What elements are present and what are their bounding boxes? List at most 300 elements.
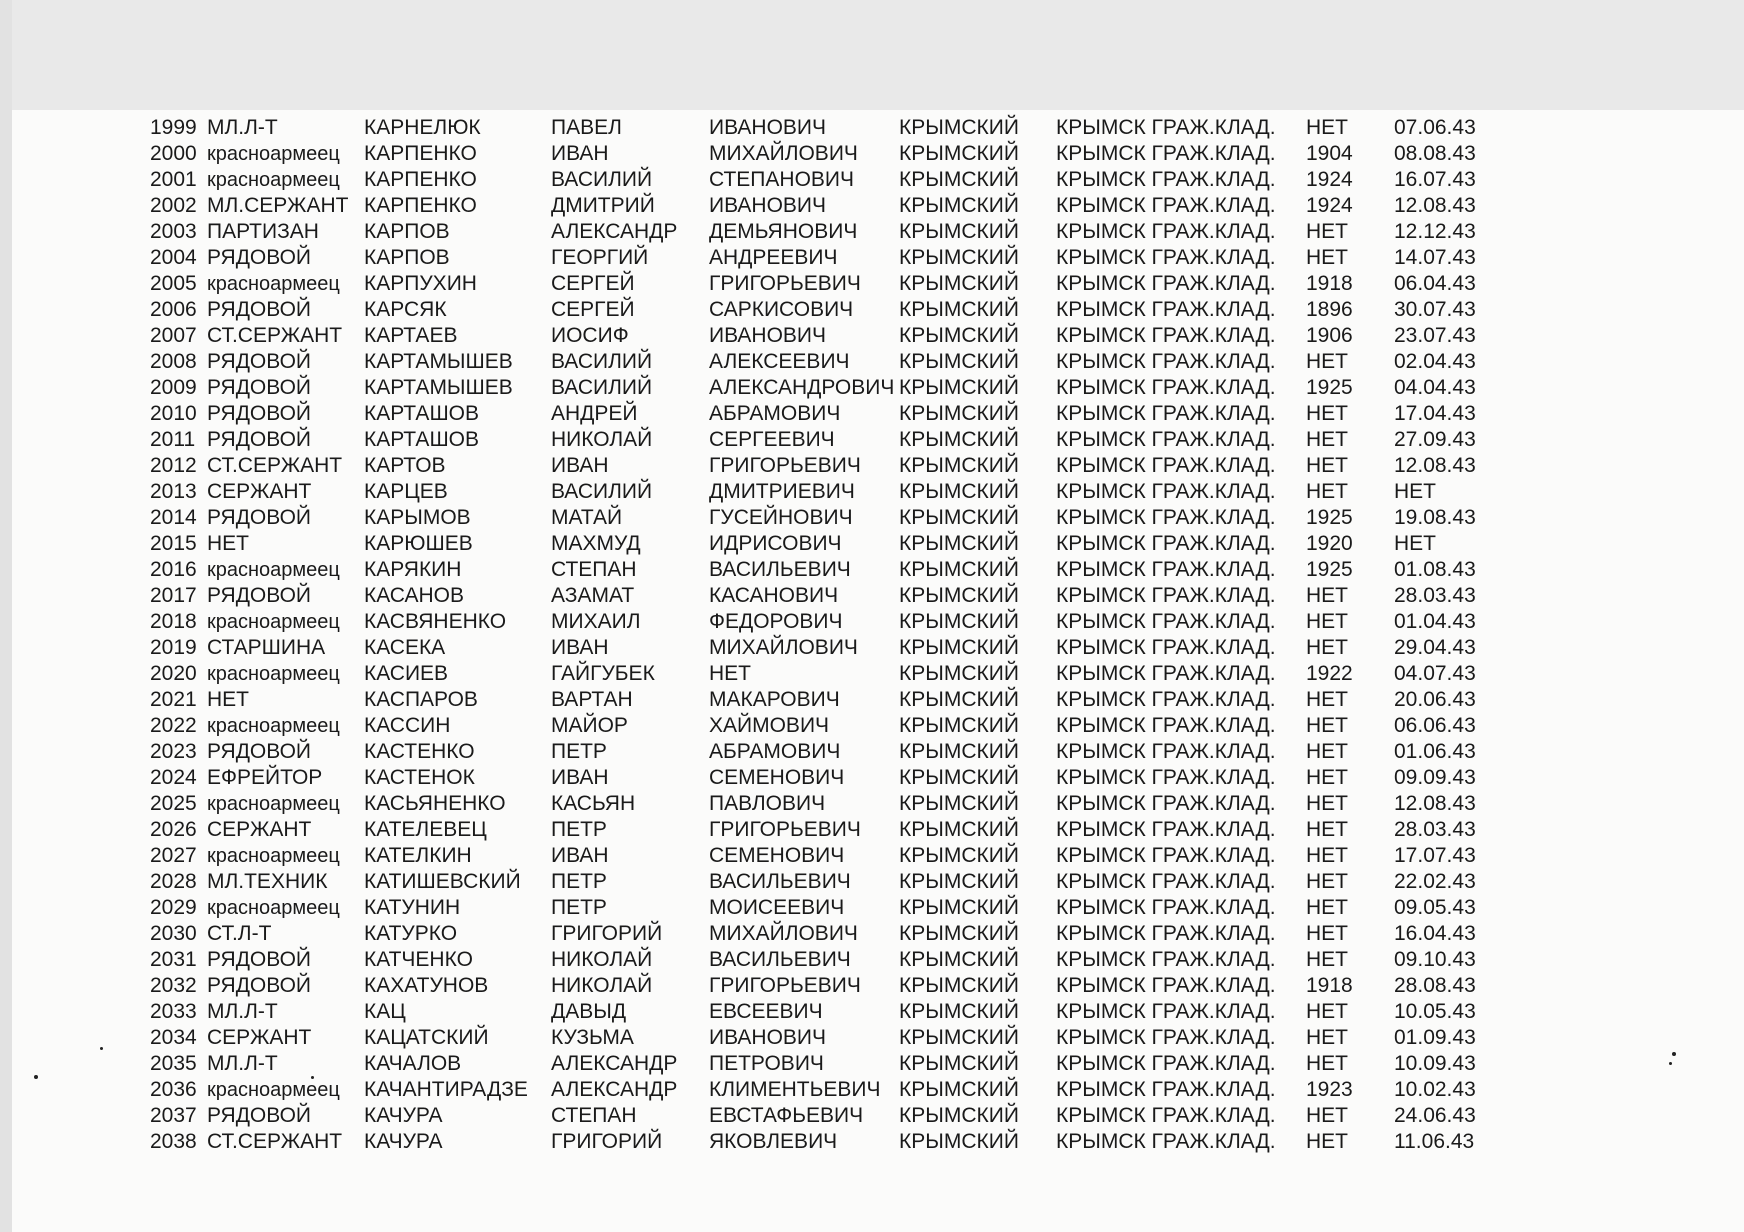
birth-year: НЕТ	[1306, 1130, 1348, 1153]
birth-year: НЕТ	[1306, 688, 1348, 711]
table-row	[150, 1129, 1490, 1155]
table-row	[150, 791, 1490, 817]
table-row	[150, 1103, 1490, 1129]
patronymic: ПЕТРОВИЧ	[709, 1052, 824, 1075]
patronymic: ФЕДОРОВИЧ	[709, 610, 843, 633]
record-number: 2022	[150, 714, 197, 737]
last-name: КАРТОВ	[364, 454, 446, 477]
table-row	[150, 323, 1490, 349]
patronymic: ДЕМЬЯНОВИЧ	[709, 220, 858, 243]
burial-place: КРЫМСК ГРАЖ.КЛАД.	[1056, 116, 1276, 139]
death-date: 12.12.43	[1394, 220, 1476, 243]
record-number: 2018	[150, 610, 197, 633]
rank: красноармеец	[207, 663, 340, 685]
death-date: 09.05.43	[1394, 896, 1476, 919]
death-date: 06.06.43	[1394, 714, 1476, 737]
birth-year: НЕТ	[1306, 610, 1348, 633]
record-number: 2016	[150, 558, 197, 581]
district: КРЫМСКИЙ	[899, 922, 1019, 945]
last-name: КАРПОВ	[364, 220, 450, 243]
burial-place: КРЫМСК ГРАЖ.КЛАД.	[1056, 1000, 1276, 1023]
birth-year: НЕТ	[1306, 220, 1348, 243]
district: КРЫМСКИЙ	[899, 402, 1019, 425]
death-date: НЕТ	[1394, 532, 1436, 555]
district: КРЫМСКИЙ	[899, 1130, 1019, 1153]
table-row	[150, 271, 1490, 297]
district: КРЫМСКИЙ	[899, 948, 1019, 971]
patronymic: АНДРЕЕВИЧ	[709, 246, 838, 269]
burial-place: КРЫМСК ГРАЖ.КЛАД.	[1056, 142, 1276, 165]
record-number: 2004	[150, 246, 197, 269]
last-name: КАРЯКИН	[364, 558, 462, 581]
death-date: 17.07.43	[1394, 844, 1476, 867]
patronymic: ДМИТРИЕВИЧ	[709, 480, 855, 503]
district: КРЫМСКИЙ	[899, 662, 1019, 685]
patronymic: ИВАНОВИЧ	[709, 1026, 827, 1049]
district: КРЫМСКИЙ	[899, 1052, 1019, 1075]
last-name: КАССИН	[364, 714, 451, 737]
table-row	[150, 219, 1490, 245]
record-number: 2036	[150, 1078, 197, 1101]
table-row	[150, 583, 1490, 609]
death-date: 01.04.43	[1394, 610, 1476, 633]
first-name: ГАЙГУБЕК	[551, 662, 655, 685]
last-name: КАТУНИН	[364, 896, 461, 919]
patronymic: ГУСЕЙНОВИЧ	[709, 506, 853, 529]
record-number: 2002	[150, 194, 197, 217]
district: КРЫМСКИЙ	[899, 428, 1019, 451]
table-row	[150, 947, 1490, 973]
death-date: 10.02.43	[1394, 1078, 1476, 1101]
birth-year: 1924	[1306, 168, 1353, 191]
rank: РЯДОВОЙ	[207, 740, 312, 763]
patronymic: ИВАНОВИЧ	[709, 116, 827, 139]
table-row	[150, 895, 1490, 921]
table-row	[150, 505, 1490, 531]
last-name: КАСИЕВ	[364, 662, 449, 685]
district: КРЫМСКИЙ	[899, 636, 1019, 659]
death-date: 16.07.43	[1394, 168, 1476, 191]
table-row	[150, 427, 1490, 453]
table-row	[150, 531, 1490, 557]
rank: МЛ.ТЕХНИК	[207, 870, 328, 893]
rank: ПАРТИЗАН	[207, 220, 319, 243]
rank: красноармеец	[207, 559, 340, 581]
first-name: ВАСИЛИЙ	[551, 168, 653, 191]
patronymic: АБРАМОВИЧ	[709, 740, 841, 763]
birth-year: НЕТ	[1306, 636, 1348, 659]
first-name: НИКОЛАЙ	[551, 948, 653, 971]
death-date: 20.06.43	[1394, 688, 1476, 711]
record-number: 2023	[150, 740, 197, 763]
first-name: ПЕТР	[551, 818, 607, 841]
death-date: 12.08.43	[1394, 792, 1476, 815]
record-number: 2000	[150, 142, 197, 165]
death-date: 01.09.43	[1394, 1026, 1476, 1049]
last-name: КАЦАТСКИЙ	[364, 1026, 489, 1049]
patronymic: МИХАЙЛОВИЧ	[709, 636, 858, 659]
death-date: 24.06.43	[1394, 1104, 1476, 1127]
birth-year: 1925	[1306, 506, 1353, 529]
last-name: КАРТАЕВ	[364, 324, 458, 347]
patronymic: МОИСЕЕВИЧ	[709, 896, 845, 919]
district: КРЫМСКИЙ	[899, 1104, 1019, 1127]
first-name: ВАСИЛИЙ	[551, 350, 653, 373]
record-number: 2007	[150, 324, 197, 347]
last-name: КАРПЕНКО	[364, 194, 477, 217]
death-date: 28.03.43	[1394, 818, 1476, 841]
rank: красноармеец	[207, 845, 340, 867]
table-row	[150, 817, 1490, 843]
scan-speck	[1672, 1052, 1676, 1056]
death-date: 19.08.43	[1394, 506, 1476, 529]
burial-place: КРЫМСК ГРАЖ.КЛАД.	[1056, 350, 1276, 373]
table-row	[150, 869, 1490, 895]
rank: РЯДОВОЙ	[207, 1104, 312, 1127]
patronymic: ЯКОВЛЕВИЧ	[709, 1130, 838, 1153]
first-name: АЗАМАТ	[551, 584, 635, 607]
birth-year: НЕТ	[1306, 792, 1348, 815]
district: КРЫМСКИЙ	[899, 870, 1019, 893]
death-date: 01.08.43	[1394, 558, 1476, 581]
death-date: 22.02.43	[1394, 870, 1476, 893]
death-date: 28.03.43	[1394, 584, 1476, 607]
last-name: КАРТАШОВ	[364, 402, 480, 425]
table-row	[150, 141, 1490, 167]
patronymic: МАКАРОВИЧ	[709, 688, 840, 711]
first-name: МАТАЙ	[551, 506, 623, 529]
first-name: АНДРЕЙ	[551, 402, 638, 425]
patronymic: ВАСИЛЬЕВИЧ	[709, 558, 851, 581]
district: КРЫМСКИЙ	[899, 818, 1019, 841]
table-row	[150, 1025, 1490, 1051]
rank: НЕТ	[207, 688, 249, 711]
district: КРЫМСКИЙ	[899, 610, 1019, 633]
patronymic: ИВАНОВИЧ	[709, 324, 827, 347]
record-number: 2012	[150, 454, 197, 477]
first-name: ВАСИЛИЙ	[551, 480, 653, 503]
district: КРЫМСКИЙ	[899, 246, 1019, 269]
death-date: 29.04.43	[1394, 636, 1476, 659]
death-date: 09.09.43	[1394, 766, 1476, 789]
table-row	[150, 479, 1490, 505]
birth-year: 1896	[1306, 298, 1353, 321]
first-name: ИВАН	[551, 454, 609, 477]
last-name: КАТЧЕНКО	[364, 948, 473, 971]
record-number: 2025	[150, 792, 197, 815]
district: КРЫМСКИЙ	[899, 740, 1019, 763]
burial-place: КРЫМСК ГРАЖ.КЛАД.	[1056, 688, 1276, 711]
birth-year: НЕТ	[1306, 714, 1348, 737]
burial-place: КРЫМСК ГРАЖ.КЛАД.	[1056, 1104, 1276, 1127]
rank: красноармеец	[207, 273, 340, 295]
district: КРЫМСКИЙ	[899, 350, 1019, 373]
patronymic: ГРИГОРЬЕВИЧ	[709, 974, 861, 997]
burial-place: КРЫМСК ГРАЖ.КЛАД.	[1056, 844, 1276, 867]
district: КРЫМСКИЙ	[899, 324, 1019, 347]
burial-place: КРЫМСК ГРАЖ.КЛАД.	[1056, 1026, 1276, 1049]
patronymic: ВАСИЛЬЕВИЧ	[709, 870, 851, 893]
first-name: ПЕТР	[551, 740, 607, 763]
record-number: 2028	[150, 870, 197, 893]
district: КРЫМСКИЙ	[899, 194, 1019, 217]
patronymic: ИДРИСОВИЧ	[709, 532, 842, 555]
death-date: 12.08.43	[1394, 194, 1476, 217]
burial-place: КРЫМСК ГРАЖ.КЛАД.	[1056, 402, 1276, 425]
district: КРЫМСКИЙ	[899, 844, 1019, 867]
burial-place: КРЫМСК ГРАЖ.КЛАД.	[1056, 636, 1276, 659]
burial-place: КРЫМСК ГРАЖ.КЛАД.	[1056, 194, 1276, 217]
burial-place: КРЫМСК ГРАЖ.КЛАД.	[1056, 792, 1276, 815]
birth-year: НЕТ	[1306, 740, 1348, 763]
record-number: 2038	[150, 1130, 197, 1153]
record-number: 2026	[150, 818, 197, 841]
district: КРЫМСКИЙ	[899, 116, 1019, 139]
burial-place: КРЫМСК ГРАЖ.КЛАД.	[1056, 272, 1276, 295]
district: КРЫМСКИЙ	[899, 532, 1019, 555]
record-number: 2006	[150, 298, 197, 321]
birth-year: НЕТ	[1306, 350, 1348, 373]
patronymic: СЕРГЕЕВИЧ	[709, 428, 835, 451]
birth-year: 1922	[1306, 662, 1353, 685]
patronymic: АЛЕКСЕЕВИЧ	[709, 350, 850, 373]
rank: красноармеец	[207, 169, 340, 191]
death-date: 08.08.43	[1394, 142, 1476, 165]
table-row	[150, 115, 1490, 141]
first-name: ГРИГОРИЙ	[551, 1130, 663, 1153]
burial-place: КРЫМСК ГРАЖ.КЛАД.	[1056, 376, 1276, 399]
birth-year: НЕТ	[1306, 1104, 1348, 1127]
first-name: КАСЬЯН	[551, 792, 636, 815]
rank: РЯДОВОЙ	[207, 506, 312, 529]
scan-shadow-top	[0, 0, 1744, 110]
death-date: 16.04.43	[1394, 922, 1476, 945]
burial-place: КРЫМСК ГРАЖ.КЛАД.	[1056, 220, 1276, 243]
death-date: 23.07.43	[1394, 324, 1476, 347]
first-name: ДАВЫД	[551, 1000, 627, 1023]
table-row	[150, 921, 1490, 947]
district: КРЫМСКИЙ	[899, 298, 1019, 321]
table-row	[150, 193, 1490, 219]
rank: СТ.СЕРЖАНТ	[207, 324, 343, 347]
table-row	[150, 453, 1490, 479]
rank: РЯДОВОЙ	[207, 246, 312, 269]
rank: РЯДОВОЙ	[207, 402, 312, 425]
patronymic: МИХАЙЛОВИЧ	[709, 922, 858, 945]
burial-place: КРЫМСК ГРАЖ.КЛАД.	[1056, 454, 1276, 477]
record-number: 2017	[150, 584, 197, 607]
death-date: 10.05.43	[1394, 1000, 1476, 1023]
burial-place: КРЫМСК ГРАЖ.КЛАД.	[1056, 610, 1276, 633]
first-name: МАХМУД	[551, 532, 641, 555]
birth-year: НЕТ	[1306, 246, 1348, 269]
last-name: КАТЕЛЕВЕЦ	[364, 818, 487, 841]
record-number: 2014	[150, 506, 197, 529]
burial-place: КРЫМСК ГРАЖ.КЛАД.	[1056, 1130, 1276, 1153]
patronymic: НЕТ	[709, 662, 751, 685]
district: КРЫМСКИЙ	[899, 714, 1019, 737]
patronymic: СТЕПАНОВИЧ	[709, 168, 855, 191]
first-name: АЛЕКСАНДР	[551, 1052, 678, 1075]
first-name: СТЕПАН	[551, 1104, 637, 1127]
district: КРЫМСКИЙ	[899, 974, 1019, 997]
district: КРЫМСКИЙ	[899, 792, 1019, 815]
table-row	[150, 245, 1490, 271]
rank: красноармеец	[207, 793, 340, 815]
patronymic: САРКИСОВИЧ	[709, 298, 854, 321]
burial-place: КРЫМСК ГРАЖ.КЛАД.	[1056, 324, 1276, 347]
first-name: СЕРГЕЙ	[551, 298, 635, 321]
birth-year: НЕТ	[1306, 766, 1348, 789]
first-name: АЛЕКСАНДР	[551, 1078, 678, 1101]
rank: красноармеец	[207, 897, 340, 919]
death-date: 10.09.43	[1394, 1052, 1476, 1075]
rank: СЕРЖАНТ	[207, 480, 312, 503]
burial-place: КРЫМСК ГРАЖ.КЛАД.	[1056, 766, 1276, 789]
birth-year: НЕТ	[1306, 402, 1348, 425]
burial-place: КРЫМСК ГРАЖ.КЛАД.	[1056, 532, 1276, 555]
patronymic: ПАВЛОВИЧ	[709, 792, 826, 815]
table-row	[150, 401, 1490, 427]
burial-place: КРЫМСК ГРАЖ.КЛАД.	[1056, 246, 1276, 269]
table-row	[150, 297, 1490, 323]
patronymic: ВАСИЛЬЕВИЧ	[709, 948, 851, 971]
table-row	[150, 687, 1490, 713]
record-number: 2030	[150, 922, 197, 945]
first-name: КУЗЬМА	[551, 1026, 634, 1049]
first-name: ДМИТРИЙ	[551, 194, 655, 217]
first-name: ИВАН	[551, 844, 609, 867]
death-date: 01.06.43	[1394, 740, 1476, 763]
rank: СТ.СЕРЖАНТ	[207, 1130, 343, 1153]
district: КРЫМСКИЙ	[899, 1026, 1019, 1049]
rank: РЯДОВОЙ	[207, 350, 312, 373]
patronymic: ГРИГОРЬЕВИЧ	[709, 454, 861, 477]
patronymic: ЕВСЕЕВИЧ	[709, 1000, 823, 1023]
birth-year: НЕТ	[1306, 818, 1348, 841]
birth-year: 1924	[1306, 194, 1353, 217]
table-row	[150, 1051, 1490, 1077]
district: КРЫМСКИЙ	[899, 766, 1019, 789]
death-date: 12.08.43	[1394, 454, 1476, 477]
scan-speck	[100, 1047, 103, 1050]
record-number: 2003	[150, 220, 197, 243]
last-name: КАСТЕНОК	[364, 766, 475, 789]
death-date: 04.04.43	[1394, 376, 1476, 399]
last-name: КАСПАРОВ	[364, 688, 478, 711]
patronymic: КАСАНОВИЧ	[709, 584, 839, 607]
first-name: ВАРТАН	[551, 688, 633, 711]
record-number: 2027	[150, 844, 197, 867]
patronymic: ИВАНОВИЧ	[709, 194, 827, 217]
burial-place: КРЫМСК ГРАЖ.КЛАД.	[1056, 870, 1276, 893]
district: КРЫМСКИЙ	[899, 480, 1019, 503]
last-name: КАРПУХИН	[364, 272, 477, 295]
rank: РЯДОВОЙ	[207, 298, 312, 321]
rank: РЯДОВОЙ	[207, 428, 312, 451]
death-date: 09.10.43	[1394, 948, 1476, 971]
birth-year: НЕТ	[1306, 1052, 1348, 1075]
first-name: ГЕОРГИЙ	[551, 246, 649, 269]
death-date: 11.06.43	[1394, 1130, 1475, 1153]
record-number: 2033	[150, 1000, 197, 1023]
patronymic: АБРАМОВИЧ	[709, 402, 841, 425]
last-name: КАРЮШЕВ	[364, 532, 473, 555]
last-name: КАРСЯК	[364, 298, 447, 321]
last-name: КАСВЯНЕНКО	[364, 610, 507, 633]
patronymic: ХАЙМОВИЧ	[709, 714, 830, 737]
record-number: 2008	[150, 350, 197, 373]
last-name: КАЦ	[364, 1000, 406, 1023]
first-name: ПАВЕЛ	[551, 116, 622, 139]
birth-year: НЕТ	[1306, 116, 1348, 139]
death-date: 07.06.43	[1394, 116, 1476, 139]
patronymic: АЛЕКСАНДРОВИЧ	[709, 376, 895, 399]
birth-year: НЕТ	[1306, 1026, 1348, 1049]
first-name: СТЕПАН	[551, 558, 637, 581]
burial-place: КРЫМСК ГРАЖ.КЛАД.	[1056, 584, 1276, 607]
first-name: ИВАН	[551, 766, 609, 789]
scan-speck	[311, 1076, 314, 1079]
death-date: НЕТ	[1394, 480, 1436, 503]
table-row	[150, 999, 1490, 1025]
burial-place: КРЫМСК ГРАЖ.КЛАД.	[1056, 1078, 1276, 1101]
burial-place: КРЫМСК ГРАЖ.КЛАД.	[1056, 740, 1276, 763]
last-name: КАТИШЕВСКИЙ	[364, 870, 521, 893]
burial-place: КРЫМСК ГРАЖ.КЛАД.	[1056, 948, 1276, 971]
record-number: 2029	[150, 896, 197, 919]
birth-year: НЕТ	[1306, 922, 1348, 945]
table-row	[150, 635, 1490, 661]
record-number: 2010	[150, 402, 197, 425]
last-name: КАСАНОВ	[364, 584, 464, 607]
birth-year: 1925	[1306, 376, 1353, 399]
district: КРЫМСКИЙ	[899, 896, 1019, 919]
patronymic: МИХАЙЛОВИЧ	[709, 142, 858, 165]
table-row	[150, 375, 1490, 401]
burial-place: КРЫМСК ГРАЖ.КЛАД.	[1056, 558, 1276, 581]
birth-year: НЕТ	[1306, 1000, 1348, 1023]
first-name: АЛЕКСАНДР	[551, 220, 678, 243]
last-name: КАЧАЛОВ	[364, 1052, 462, 1075]
last-name: КАСТЕНКО	[364, 740, 475, 763]
death-date: 04.07.43	[1394, 662, 1476, 685]
birth-year: 1923	[1306, 1078, 1353, 1101]
last-name: КАЧУРА	[364, 1130, 443, 1153]
rank: красноармеец	[207, 611, 340, 633]
patronymic: ГРИГОРЬЕВИЧ	[709, 272, 861, 295]
death-date: 02.04.43	[1394, 350, 1476, 373]
record-number: 2005	[150, 272, 197, 295]
death-date: 14.07.43	[1394, 246, 1476, 269]
district: КРЫМСКИЙ	[899, 1078, 1019, 1101]
district: КРЫМСКИЙ	[899, 688, 1019, 711]
first-name: ПЕТР	[551, 870, 607, 893]
last-name: КАТЕЛКИН	[364, 844, 472, 867]
burial-place: КРЫМСК ГРАЖ.КЛАД.	[1056, 480, 1276, 503]
table-row	[150, 557, 1490, 583]
first-name: НИКОЛАЙ	[551, 428, 653, 451]
burial-place: КРЫМСК ГРАЖ.КЛАД.	[1056, 714, 1276, 737]
last-name: КАРТАМЫШЕВ	[364, 376, 513, 399]
district: КРЫМСКИЙ	[899, 168, 1019, 191]
records-table	[150, 115, 1490, 1155]
record-number: 2032	[150, 974, 197, 997]
record-number: 2013	[150, 480, 197, 503]
patronymic: СЕМЕНОВИЧ	[709, 766, 845, 789]
first-name: МИХАИЛ	[551, 610, 641, 633]
death-date: 27.09.43	[1394, 428, 1476, 451]
